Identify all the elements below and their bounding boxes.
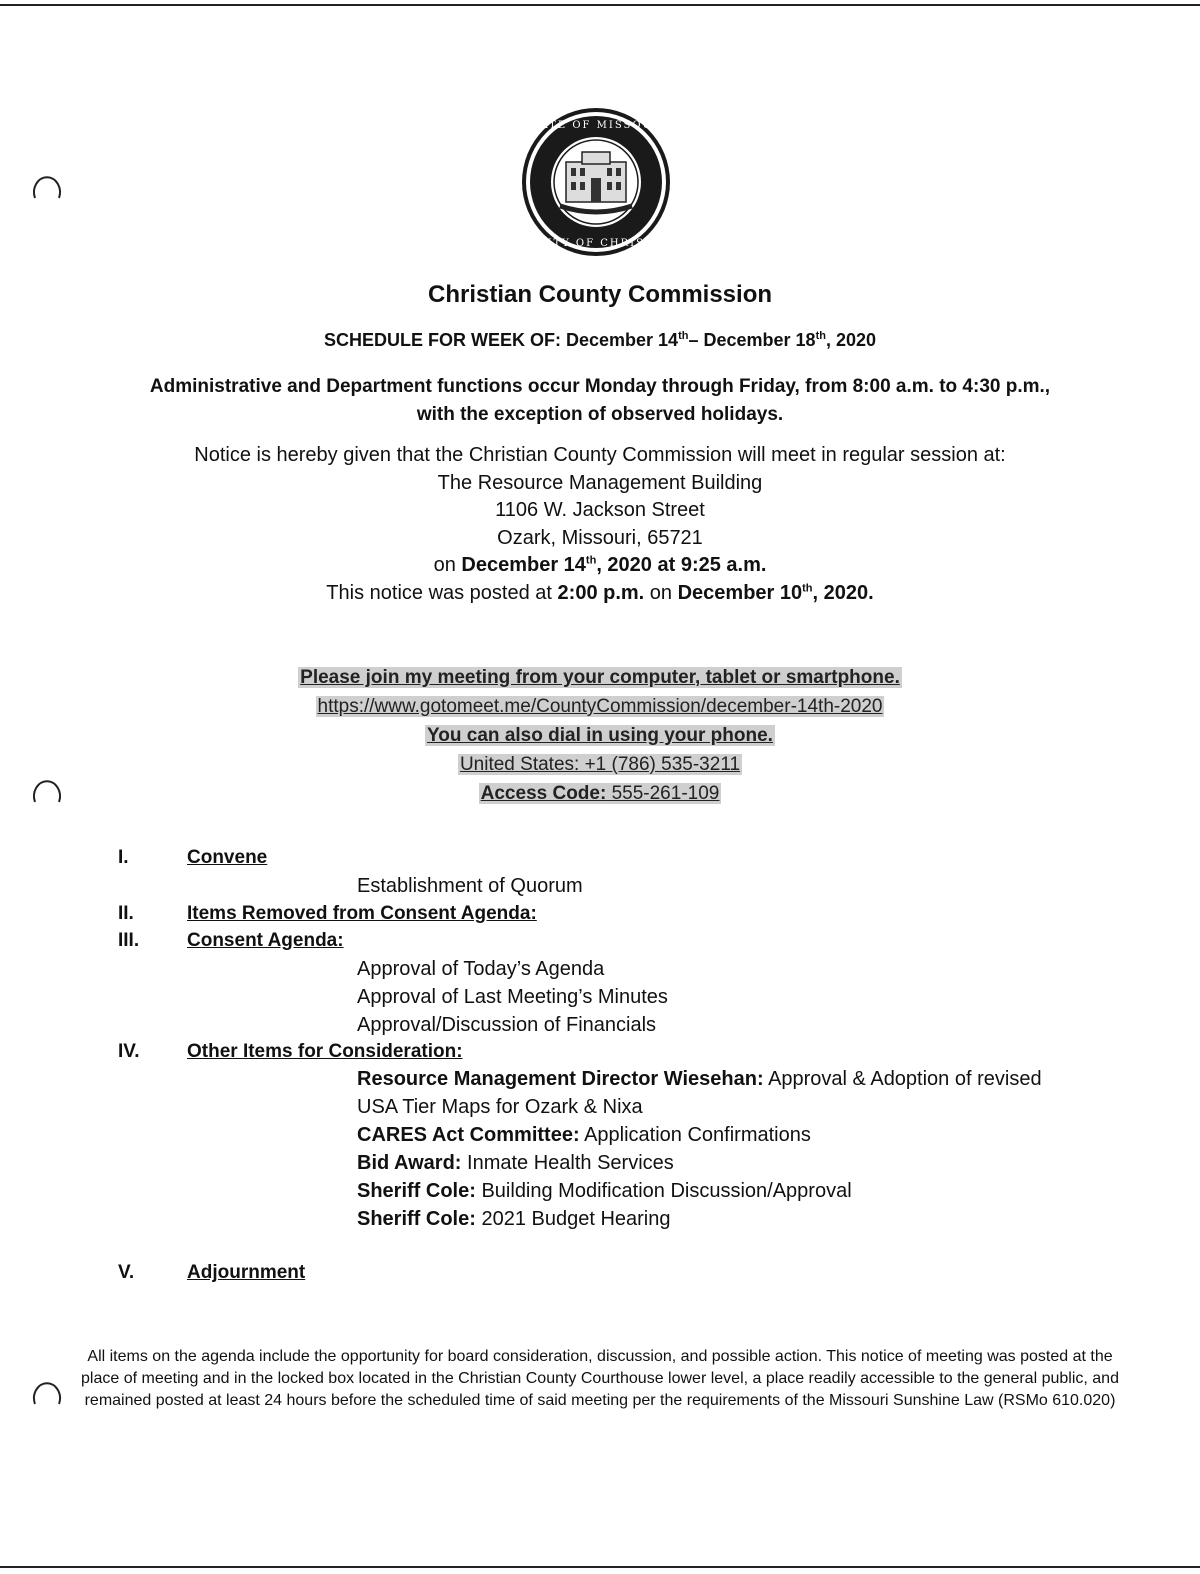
agenda-heading-convene: Convene bbox=[187, 847, 268, 868]
agenda-subitem: Bid Award: Inmate Health Services bbox=[357, 1152, 674, 1174]
meeting-notice bbox=[0, 442, 1200, 607]
join-meeting-text: Please join my meeting from your computer, tablet or smartphone. bbox=[300, 667, 900, 688]
punch-hole-icon bbox=[29, 166, 65, 202]
agenda-heading-other-items: Other Items for Consideration: bbox=[187, 1041, 463, 1062]
agenda-subitem: Approval of Today’s Agenda bbox=[357, 958, 605, 980]
seal-lettering: COUNTY OF CHRISTIAN bbox=[512, 238, 680, 249]
agenda-subitem: Approval/Discussion of Financials bbox=[357, 1014, 657, 1036]
agenda-subitem: Sheriff Cole: 2021 Budget Hearing bbox=[357, 1208, 671, 1230]
dial-in-phone: United States: +1 (786) 535-3211 bbox=[459, 754, 741, 775]
seal-lettering: ★ STATE OF MISSOURI ★ bbox=[507, 120, 685, 131]
agenda-subitem: CARES Act Committee: Application Confirmations bbox=[357, 1124, 811, 1146]
schedule-heading: SCHEDULE FOR WEEK OF: December 14th– December 18th, 2020 bbox=[324, 330, 876, 350]
agenda-heading-consent: Consent Agenda: bbox=[187, 930, 344, 951]
notice-meeting-date: on December 14th, 2020 at 9:25 a.m. bbox=[433, 554, 767, 576]
notice-posted: This notice was posted at 2:00 p.m. on December 10th, 2020. bbox=[326, 581, 874, 604]
agenda-subitem: Establishment of Quorum bbox=[357, 875, 583, 897]
sunshine-law-footer: All items on the agenda include the opportunity for board consideration, discussion, and possible action. This notice of meeting was posted at the place of meeting and in the locked box located in the Christian County Courthouse lower level, a place readily accessible to the general public, and remained posted at least 24 hours before the scheduled time of said meeting per the requirements of the Missouri Sunshine Law (RSMo 610.020) bbox=[81, 1348, 1119, 1409]
agenda-subitem: Sheriff Cole: Building Modification Discussion/Approval bbox=[357, 1180, 852, 1202]
notice-line: Notice is hereby given that the Christian County Commission will meet in regular session at: bbox=[194, 444, 1006, 466]
agenda-number: I. bbox=[118, 847, 129, 868]
admin-line: Administrative and Department functions occur Monday through Friday, from 8:00 a.m. to 4:30 p.m., bbox=[149, 376, 1051, 397]
page-title: Christian County Commission bbox=[427, 281, 773, 308]
bottom-border bbox=[0, 1566, 1200, 1568]
agenda-subitem: Approval of Last Meeting’s Minutes bbox=[357, 986, 668, 1008]
notice-city: Ozark, Missouri, 65721 bbox=[497, 526, 703, 549]
online-meeting-info bbox=[0, 663, 1200, 808]
admin-hours-note bbox=[0, 373, 1200, 429]
agenda-heading-adjournment: Adjournment bbox=[187, 1262, 306, 1283]
agenda-heading-removed-items: Items Removed from Consent Agenda: bbox=[187, 903, 537, 924]
notice-building: The Resource Management Building bbox=[437, 471, 763, 494]
agenda-subitem: Resource Management Director Wiesehan: Approval & Adoption of revised USA Tier Maps for Ozark & Nixa bbox=[357, 1068, 1042, 1118]
county-seal-icon bbox=[507, 106, 685, 258]
dial-in-text: You can also dial in using your phone. bbox=[427, 725, 773, 746]
top-border bbox=[0, 4, 1200, 6]
agenda-number: III. bbox=[118, 930, 140, 951]
meeting-url-link[interactable]: https://www.gotomeet.me/CountyCommission/december-14th-2020 bbox=[317, 696, 883, 717]
notice-street: 1106 W. Jackson Street bbox=[495, 499, 705, 521]
agenda-number: IV. bbox=[118, 1041, 140, 1062]
agenda-number: II. bbox=[118, 903, 134, 924]
agenda-number: V. bbox=[118, 1262, 135, 1283]
admin-line: with the exception of observed holidays. bbox=[416, 404, 784, 425]
access-code: Access Code: 555-261-109 bbox=[480, 783, 720, 804]
punch-hole-icon bbox=[29, 1372, 65, 1408]
